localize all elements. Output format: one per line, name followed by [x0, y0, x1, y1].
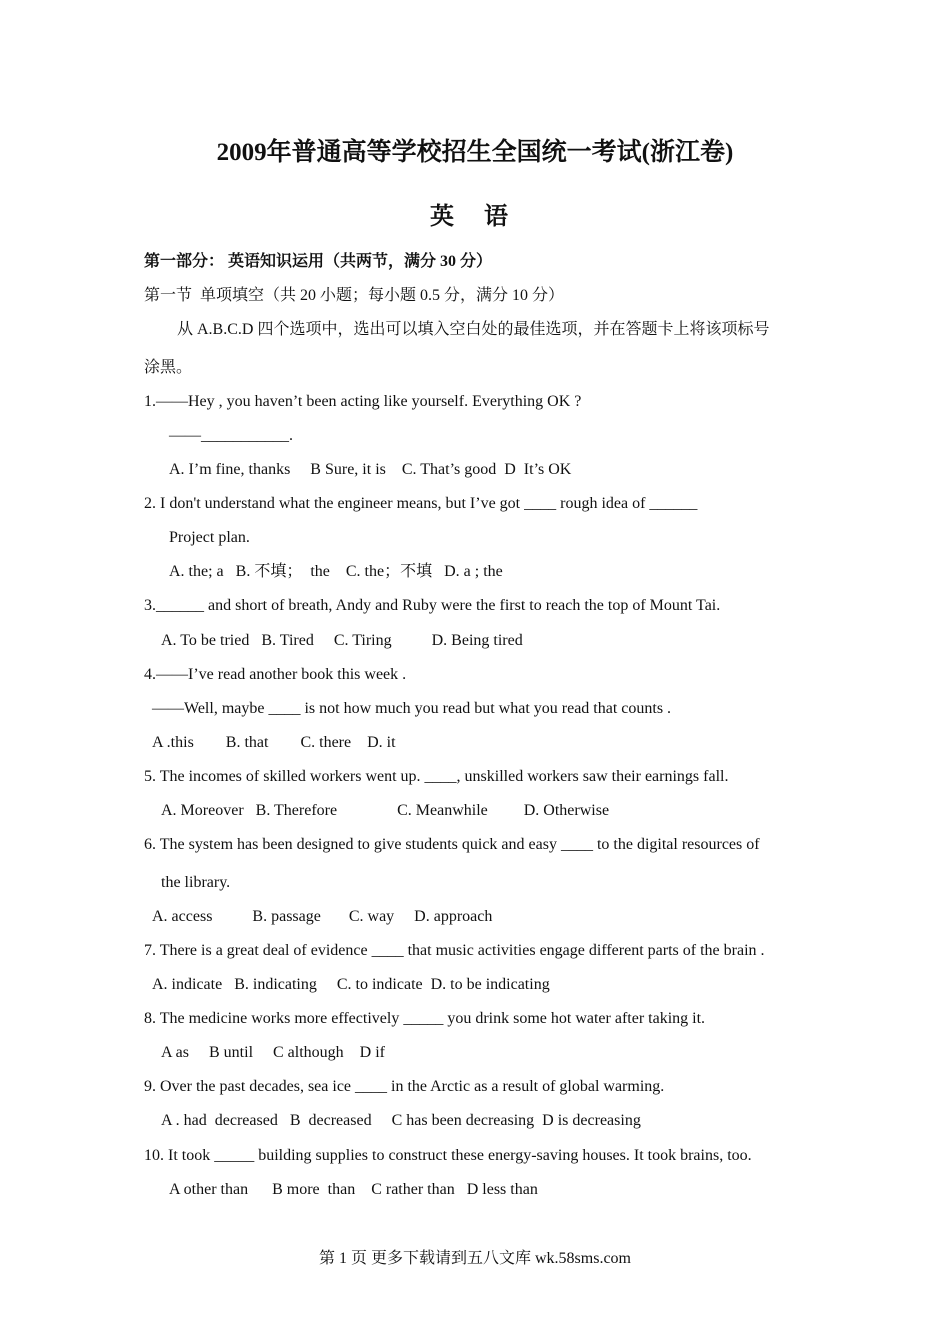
section-heading: 第一节 单项填空（共 20 小题；每小题 0.5 分，满分 10 分） [144, 287, 565, 304]
question-options: A .this B. that C. there D. it [152, 734, 396, 751]
question-stem: 3.______ and short of breath, Andy and Ruby were the first to reach the top of Mount Tai. [144, 597, 721, 614]
question-options: A. indicate B. indicating C. to indicate D. to be indicating [152, 976, 550, 993]
question-options: A . had decreased B decreased C has been decreasing D is decreasing [161, 1112, 641, 1129]
question-stem: 1.——Hey , you haven’t been acting like yourself. Everything OK ? [144, 393, 582, 410]
question-reply: ——___________. [169, 427, 293, 444]
question-options: A as B until C although D if [161, 1044, 385, 1061]
part-heading: 第一部分： 英语知识运用（共两节，满分 30 分） [144, 253, 493, 270]
page-footer: 第 1 页 更多下载请到五八文库 wk.58sms.com [318, 1250, 631, 1267]
question-stem: 9. Over the past decades, sea ice ____ in the Arctic as a result of global warming. [144, 1078, 665, 1095]
question-continuation: the library. [161, 874, 231, 891]
question-stem: 8. The medicine works more effectively _____ you drink some hot water after taking it. [144, 1010, 706, 1027]
instructions-line: 从 A.B.C.D 四个选项中，选出可以填入空白处的最佳选项，并在答题卡上将该项标号 [177, 321, 770, 338]
question-stem: 6. The system has been designed to give students quick and easy ____ to the digital resources of [144, 836, 760, 853]
question-stem: 5. The incomes of skilled workers went up. ____, unskilled workers saw their earnings fall. [144, 768, 729, 785]
subject-heading: 英 语 [430, 204, 520, 230]
question-stem: 4.——I’ve read another book this week . [144, 666, 407, 683]
question-stem: 7. There is a great deal of evidence ____ that music activities engage different parts of the brain . [144, 942, 765, 959]
question-stem: 2. I don't understand what the engineer means, but I’ve got ____ rough idea of ______ [144, 495, 698, 512]
question-reply: ——Well, maybe ____ is not how much you read but what you read that counts . [152, 700, 672, 717]
question-continuation: Project plan. [169, 529, 250, 546]
question-options: A other than B more than C rather than D less than [169, 1181, 538, 1198]
question-options: A. To be tried B. Tired C. Tiring D. Being tired [161, 632, 523, 649]
page-title: 2009年普通高等学校招生全国统一考试(浙江卷) [216, 139, 734, 166]
question-options: A. access B. passage C. way D. approach [152, 908, 493, 925]
question-options: A. the; a B. 不填； the C. the；不填 D. a ; the [169, 563, 503, 580]
question-stem: 10. It took _____ building supplies to construct these energy-saving houses. It took brains, too. [144, 1147, 752, 1164]
question-options: A. I’m fine, thanks B Sure, it is C. That’s good D It’s OK [169, 461, 572, 478]
question-options: A. Moreover B. Therefore C. Meanwhile D. Otherwise [161, 802, 610, 819]
instructions-line: 涂黑。 [144, 359, 193, 376]
